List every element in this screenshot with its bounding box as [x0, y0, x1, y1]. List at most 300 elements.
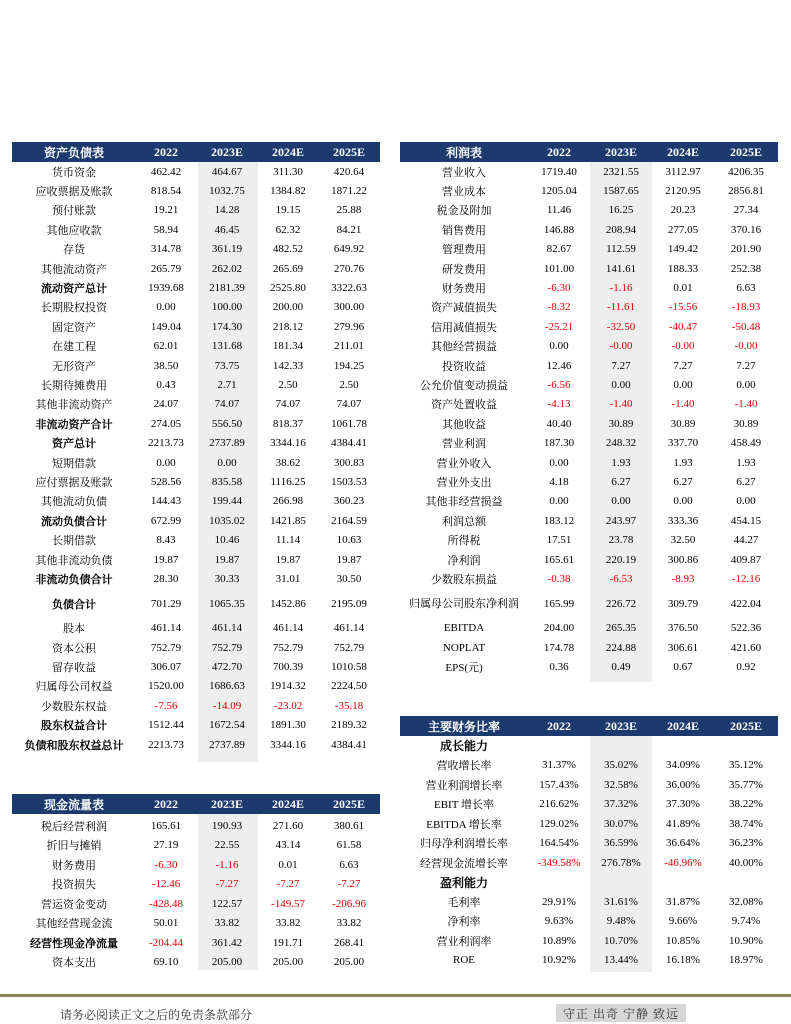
balance-sheet-value-cell: 144.43 — [150, 495, 182, 508]
cash-flow-value-cell: 22.55 — [214, 839, 240, 852]
ratios-value-cell: -46.96% — [664, 856, 702, 869]
disclaimer-text: 请务必阅读正文之后的免责条款部分 — [60, 1008, 253, 1022]
cash-flow-row-label: 折旧与摊销 — [46, 840, 102, 853]
income-statement-value-cell: 183.12 — [543, 514, 575, 527]
income-statement-value-cell: 2856.81 — [728, 185, 764, 198]
ratios-value-cell: 38.74% — [729, 817, 763, 830]
balance-sheet-header-cell: 2024E — [271, 144, 304, 159]
ratios-row — [400, 834, 778, 854]
balance-sheet-value-cell: 270.76 — [333, 262, 365, 275]
balance-sheet-value-cell: 265.69 — [272, 262, 304, 275]
balance-sheet-row-label: 无形资产 — [52, 360, 96, 373]
balance-sheet-row-label: 短期借款 — [52, 457, 96, 470]
ratios-row — [400, 892, 778, 912]
cash-flow-header-cell: 2025E — [332, 796, 365, 811]
income-statement-value-cell: 265.35 — [605, 622, 637, 635]
balance-sheet-value-cell: 1032.75 — [209, 185, 245, 198]
balance-sheet-value-cell: 1421.85 — [270, 514, 306, 527]
cash-flow-value-cell: 43.14 — [275, 839, 301, 852]
income-statement-header-cell: 利润表 — [445, 145, 482, 160]
balance-sheet-row — [12, 240, 380, 259]
balance-sheet-row-label: 长期借款 — [52, 535, 96, 548]
cash-flow-row-label: 营运资金变动 — [41, 898, 107, 911]
income-statement-row-label: 利润总额 — [442, 515, 486, 528]
income-statement-value-cell: 421.60 — [730, 641, 762, 654]
income-statement-value-cell: 112.59 — [606, 243, 636, 256]
balance-sheet-row-label: 流动资产总计 — [41, 283, 107, 296]
balance-sheet-value-cell: 10.63 — [336, 534, 362, 547]
balance-sheet-row-label: 长期股权投资 — [41, 302, 107, 315]
balance-sheet-value-cell: 1452.86 — [270, 597, 306, 610]
cash-flow-value-cell: -7.27 — [337, 878, 361, 891]
income-statement-row-label: 其他非经营损益 — [425, 496, 503, 509]
ratios-row-label: 归母净利润增长率 — [420, 838, 508, 851]
balance-sheet-value-cell: 1503.53 — [331, 475, 367, 488]
balance-sheet-value-cell: 360.23 — [333, 495, 365, 508]
balance-sheet-value-cell: 131.68 — [211, 340, 243, 353]
financial-ratios-table — [400, 716, 778, 976]
balance-sheet-row-label: 其他应收款 — [46, 224, 102, 237]
income-statement-value-cell: 44.27 — [733, 534, 759, 547]
cash-flow-value-cell: 165.61 — [150, 819, 182, 832]
balance-sheet-row — [12, 657, 380, 676]
balance-sheet-value-cell: 25.88 — [336, 204, 362, 217]
ratios-header-cell: 2025E — [729, 718, 762, 733]
ratios-row-label: 成长能力 — [439, 739, 488, 754]
income-statement-value-cell: -18.93 — [731, 301, 761, 314]
cash-flow-value-cell: 268.41 — [333, 936, 365, 949]
ratios-value-cell: 9.66% — [668, 915, 698, 928]
ratios-value-cell: 31.37% — [542, 759, 576, 772]
cash-flow-header-cell: 2023E — [210, 796, 243, 811]
income-statement-row — [400, 453, 778, 472]
income-statement-row — [400, 492, 778, 511]
cash-flow-value-cell: 361.42 — [211, 936, 243, 949]
ratios-value-cell: 36.59% — [604, 837, 638, 850]
balance-sheet-row-label: 负债合计 — [52, 598, 96, 611]
income-statement-row — [400, 278, 778, 297]
income-statement-row-label: 所得税 — [447, 535, 481, 548]
income-statement-value-cell: 101.00 — [543, 262, 575, 275]
income-statement-row-label: NOPLAT — [442, 641, 486, 654]
balance-sheet-row-label: 其他非流动资产 — [35, 399, 113, 412]
ratios-row-label: 营业利润率 — [436, 935, 492, 948]
cash-flow-value-cell: 61.58 — [336, 839, 362, 852]
income-statement-row-label: 公允价值变动损益 — [420, 379, 508, 392]
ratios-row — [400, 775, 778, 795]
balance-sheet-value-cell: 2224.50 — [331, 680, 367, 693]
balance-sheet-value-cell: 218.12 — [272, 320, 304, 333]
balance-sheet-value-cell: 1065.35 — [209, 597, 245, 610]
balance-sheet-row — [12, 453, 380, 472]
balance-sheet-value-cell: 300.00 — [333, 301, 365, 314]
income-statement-value-cell: -8.32 — [547, 301, 571, 314]
balance-sheet-value-cell: 752.79 — [333, 641, 365, 654]
balance-sheet-value-cell: 472.70 — [211, 661, 243, 674]
ratios-value-cell: 30.07% — [604, 817, 638, 830]
balance-sheet-value-cell: 1914.32 — [270, 680, 306, 693]
ratios-value-cell: 32.58% — [604, 778, 638, 791]
income-statement-value-cell: -6.30 — [547, 282, 571, 295]
cash-flow-row — [12, 855, 380, 875]
income-statement-value-cell: 12.46 — [546, 359, 572, 372]
balance-sheet-value-cell: 0.00 — [156, 301, 176, 314]
income-statement-row — [400, 375, 778, 394]
balance-sheet-value-cell: 62.01 — [153, 340, 179, 353]
income-statement-value-cell: 370.16 — [730, 223, 762, 236]
income-statement-row — [400, 201, 778, 220]
income-statement-row — [400, 220, 778, 239]
balance-sheet-row-label: 固定资产 — [52, 321, 96, 334]
income-statement-value-cell: 27.34 — [733, 204, 759, 217]
income-statement-value-cell: 141.61 — [605, 262, 637, 275]
balance-sheet-value-cell: 2737.89 — [209, 437, 245, 450]
income-statement-value-cell: -6.53 — [609, 572, 633, 585]
income-statement-value-cell: 6.27 — [673, 475, 693, 488]
balance-sheet-value-cell: 24.07 — [153, 398, 179, 411]
balance-sheet-value-cell: 100.00 — [211, 301, 243, 314]
income-statement-value-cell: -32.50 — [606, 320, 636, 333]
income-statement-value-cell: -6.56 — [547, 378, 571, 391]
income-statement-value-cell: 376.50 — [667, 622, 699, 635]
balance-sheet-row — [12, 638, 380, 657]
balance-sheet-value-cell: 818.37 — [272, 417, 304, 430]
income-statement-row-label: EPS(元) — [445, 662, 483, 675]
balance-sheet-value-cell: 142.33 — [272, 359, 304, 372]
ratios-header — [400, 716, 778, 736]
income-statement-value-cell: 0.00 — [673, 378, 693, 391]
balance-sheet-value-cell: 752.79 — [150, 641, 182, 654]
balance-sheet-value-cell: 2181.39 — [209, 282, 245, 295]
income-statement-row — [400, 181, 778, 200]
cash-flow-value-cell: -6.30 — [154, 858, 178, 871]
ratios-value-cell: 40.00% — [729, 856, 763, 869]
income-statement-value-cell: -0.38 — [547, 572, 571, 585]
income-statement-row — [400, 317, 778, 336]
balance-sheet-value-cell: 74.07 — [214, 398, 240, 411]
income-statement-row-label: 销售费用 — [442, 224, 486, 237]
income-statement-value-cell: 7.27 — [736, 359, 756, 372]
balance-sheet-value-cell: 1891.30 — [270, 719, 306, 732]
ratios-value-cell: 36.23% — [729, 837, 763, 850]
balance-sheet-row — [12, 569, 380, 588]
cash-flow-value-cell: 33.82 — [275, 917, 301, 930]
income-statement-row-label: 研发费用 — [442, 263, 486, 276]
balance-sheet-row — [12, 395, 380, 414]
balance-sheet-row — [12, 220, 380, 239]
income-statement-value-cell: 17.51 — [546, 534, 572, 547]
balance-sheet-header — [12, 142, 380, 162]
income-statement-value-cell: -40.47 — [668, 320, 698, 333]
balance-sheet-row-label: 应收票据及账款 — [35, 186, 113, 199]
balance-sheet-row-label: 货币资金 — [52, 166, 96, 179]
balance-sheet-value-cell: 1512.44 — [148, 719, 184, 732]
balance-sheet-row — [12, 492, 380, 511]
balance-sheet-value-cell: 211.01 — [334, 340, 364, 353]
income-statement-value-cell: 333.36 — [667, 514, 699, 527]
balance-sheet-table — [12, 142, 380, 762]
cash-flow-value-cell: 69.10 — [153, 956, 179, 969]
balance-sheet-value-cell: -23.02 — [273, 699, 303, 712]
ratios-value-cell: 10.85% — [666, 934, 700, 947]
ratios-value-cell: 9.63% — [544, 915, 574, 928]
cash-flow-row-label: 财务费用 — [52, 859, 96, 872]
cash-flow-header-cell: 2024E — [271, 796, 304, 811]
income-statement-row-label: 税金及附加 — [436, 205, 492, 218]
cash-flow-row-label: 其他经营现金流 — [35, 918, 113, 931]
ratios-row — [400, 951, 778, 971]
balance-sheet-value-cell: 1384.82 — [270, 185, 306, 198]
ratios-value-cell: 157.43% — [539, 778, 579, 791]
balance-sheet-value-cell: 200.00 — [272, 301, 304, 314]
income-statement-value-cell: 309.79 — [667, 597, 699, 610]
balance-sheet-value-cell: 8.43 — [156, 534, 176, 547]
balance-sheet-row — [12, 317, 380, 336]
ratios-value-cell: 31.61% — [604, 895, 638, 908]
income-statement-row-label: 资产减值损失 — [431, 302, 497, 315]
balance-sheet-row-label: 非流动负债合计 — [35, 573, 113, 586]
balance-sheet-value-cell: 0.00 — [217, 456, 237, 469]
balance-sheet-value-cell: 556.50 — [211, 417, 243, 430]
cash-flow-value-cell: -428.48 — [149, 897, 183, 910]
balance-sheet-value-cell: 1672.54 — [209, 719, 245, 732]
income-statement-value-cell: 0.00 — [611, 378, 631, 391]
balance-sheet-row — [12, 414, 380, 433]
balance-sheet-value-cell: 461.14 — [150, 622, 182, 635]
income-statement-row — [400, 162, 778, 181]
income-statement-header-cell: 2023E — [604, 144, 637, 159]
cash-flow-table — [12, 794, 380, 974]
income-statement-row-label: 投资收益 — [442, 360, 486, 373]
cash-flow-value-cell: 33.82 — [336, 917, 362, 930]
income-statement-value-cell: 2321.55 — [603, 165, 639, 178]
income-statement-row-label: 净利润 — [447, 554, 481, 567]
balance-sheet-value-cell: 818.54 — [150, 185, 182, 198]
balance-sheet-value-cell: 835.58 — [211, 475, 243, 488]
income-statement-row-label: 其他收益 — [442, 418, 486, 431]
balance-sheet-value-cell: 11.14 — [275, 534, 301, 547]
ratios-row — [400, 853, 778, 873]
balance-sheet-row-label: 股东权益合计 — [41, 720, 107, 733]
cash-flow-value-cell: -206.96 — [332, 897, 366, 910]
balance-sheet-row — [12, 735, 380, 754]
income-statement-value-cell: -4.13 — [547, 398, 571, 411]
income-statement-row — [400, 356, 778, 375]
cash-flow-header — [12, 794, 380, 814]
income-statement-value-cell: 149.42 — [667, 243, 699, 256]
balance-sheet-value-cell: 2.71 — [217, 378, 237, 391]
cash-flow-row — [12, 836, 380, 856]
ratios-value-cell: 13.44% — [604, 954, 638, 967]
balance-sheet-value-cell: 58.94 — [153, 223, 179, 236]
balance-sheet-value-cell: 30.33 — [214, 572, 240, 585]
cash-flow-row — [12, 894, 380, 914]
balance-sheet-value-cell: 311.30 — [273, 165, 303, 178]
balance-sheet-header-cell: 2022 — [154, 144, 178, 159]
ratios-value-cell: 31.87% — [666, 895, 700, 908]
balance-sheet-value-cell: 19.87 — [214, 553, 240, 566]
income-statement-value-cell: 2120.95 — [665, 185, 701, 198]
balance-sheet-row — [12, 619, 380, 638]
balance-sheet-value-cell: 74.07 — [275, 398, 301, 411]
income-statement-table — [400, 142, 778, 682]
balance-sheet-value-cell: 266.98 — [272, 495, 304, 508]
ratios-value-cell: 10.89% — [542, 934, 576, 947]
income-statement-value-cell: -1.40 — [609, 398, 633, 411]
income-statement-value-cell: 0.00 — [673, 495, 693, 508]
balance-sheet-value-cell: 1010.58 — [331, 661, 367, 674]
income-statement-value-cell: -0.00 — [609, 340, 633, 353]
income-statement-value-cell: 337.70 — [667, 437, 699, 450]
income-statement-value-cell: 1719.40 — [541, 165, 577, 178]
ratios-value-cell: 34.09% — [666, 759, 700, 772]
income-statement-row — [400, 511, 778, 530]
income-statement-header-cell: 2024E — [666, 144, 699, 159]
income-statement-row — [400, 657, 778, 676]
income-statement-row — [400, 550, 778, 569]
income-statement-value-cell: 0.49 — [611, 661, 631, 674]
ratios-row — [400, 912, 778, 932]
balance-sheet-value-cell: 19.87 — [275, 553, 301, 566]
income-statement-row — [400, 414, 778, 433]
balance-sheet-row — [12, 589, 380, 619]
balance-sheet-value-cell: 461.14 — [211, 622, 243, 635]
income-statement-row — [400, 472, 778, 491]
cash-flow-row — [12, 933, 380, 953]
balance-sheet-row — [12, 375, 380, 394]
balance-sheet-row — [12, 356, 380, 375]
balance-sheet-row — [12, 259, 380, 278]
ratios-header-cell: 2024E — [666, 718, 699, 733]
ratios-value-cell: -349.58% — [537, 856, 581, 869]
balance-sheet-row-label: 流动负债合计 — [41, 515, 107, 528]
cash-flow-value-cell: 6.63 — [339, 858, 359, 871]
cash-flow-header-cell: 2022 — [154, 796, 178, 811]
cash-flow-value-cell: 122.57 — [211, 897, 243, 910]
ratios-value-cell: 9.48% — [606, 915, 636, 928]
ratios-value-cell: 129.02% — [539, 817, 579, 830]
balance-sheet-value-cell: 194.25 — [333, 359, 365, 372]
income-statement-row — [400, 337, 778, 356]
income-statement-value-cell: 174.78 — [543, 641, 575, 654]
balance-sheet-value-cell: 482.52 — [272, 243, 304, 256]
balance-sheet-value-cell: 464.67 — [211, 165, 243, 178]
ratios-row-label: EBIT 增长率 — [434, 799, 494, 812]
balance-sheet-value-cell: 1520.00 — [148, 680, 184, 693]
balance-sheet-value-cell: 10.46 — [214, 534, 240, 547]
ratios-value-cell: 29.91% — [542, 895, 576, 908]
balance-sheet-row — [12, 278, 380, 297]
balance-sheet-value-cell: 700.39 — [272, 661, 304, 674]
balance-sheet-value-cell: 3344.16 — [270, 738, 306, 751]
ratios-row-label: 营收增长率 — [436, 760, 492, 773]
balance-sheet-value-cell: 2213.73 — [148, 437, 184, 450]
income-statement-value-cell: 0.00 — [736, 378, 756, 391]
cash-flow-row — [12, 914, 380, 934]
income-statement-value-cell: 0.00 — [611, 495, 631, 508]
cash-flow-value-cell: -7.27 — [215, 878, 239, 891]
slogan-badge: 守正 出奇 宁静 致远 — [556, 1004, 686, 1022]
ratios-row — [400, 795, 778, 815]
balance-sheet-value-cell: 74.07 — [336, 398, 362, 411]
income-statement-row-label: 少数股东损益 — [431, 573, 497, 586]
balance-sheet-value-cell: 461.14 — [333, 622, 365, 635]
balance-sheet-row — [12, 201, 380, 220]
ratios-value-cell: 164.54% — [539, 837, 579, 850]
income-statement-value-cell: 0.00 — [549, 340, 569, 353]
ratios-row — [400, 756, 778, 776]
balance-sheet-value-cell: 649.92 — [333, 243, 365, 256]
balance-sheet-value-cell: 306.07 — [150, 661, 182, 674]
income-statement-value-cell: 0.67 — [673, 661, 693, 674]
balance-sheet-row-label: 其他流动资产 — [41, 263, 107, 276]
income-statement-value-cell: 165.99 — [543, 597, 575, 610]
ratios-value-cell: 35.02% — [604, 759, 638, 772]
ratios-row-label: 净利率 — [447, 916, 481, 929]
income-statement-row — [400, 259, 778, 278]
ratios-row-label: 毛利率 — [447, 896, 481, 909]
balance-sheet-value-cell: 314.78 — [150, 243, 182, 256]
income-statement-value-cell: -1.40 — [734, 398, 758, 411]
balance-sheet-value-cell: 1939.68 — [148, 282, 184, 295]
income-statement-value-cell: 208.94 — [605, 223, 637, 236]
ratios-row — [400, 814, 778, 834]
income-statement-value-cell: 409.87 — [730, 553, 762, 566]
income-statement-row — [400, 433, 778, 452]
income-statement-row — [400, 395, 778, 414]
cash-flow-row — [12, 875, 380, 895]
ratios-row — [400, 931, 778, 951]
cash-flow-row — [12, 953, 380, 973]
balance-sheet-value-cell: 174.30 — [211, 320, 243, 333]
balance-sheet-row-label: 负债和股东权益总计 — [24, 739, 124, 752]
cash-flow-value-cell: -12.46 — [151, 878, 181, 891]
income-statement-value-cell: 204.00 — [543, 622, 575, 635]
balance-sheet-value-cell: 181.34 — [272, 340, 304, 353]
balance-sheet-value-cell: 1116.25 — [270, 475, 306, 488]
balance-sheet-value-cell: 3322.63 — [331, 282, 367, 295]
cash-flow-row-label: 经营性现金净流量 — [30, 937, 118, 950]
balance-sheet-value-cell: 2737.89 — [209, 738, 245, 751]
ratios-value-cell: 16.18% — [666, 954, 700, 967]
balance-sheet-value-cell: 1871.22 — [331, 185, 367, 198]
income-statement-value-cell: 187.30 — [543, 437, 575, 450]
income-statement-value-cell: -50.48 — [731, 320, 761, 333]
balance-sheet-value-cell: 528.56 — [150, 475, 182, 488]
balance-sheet-value-cell: 274.05 — [150, 417, 182, 430]
balance-sheet-value-cell: 2164.59 — [331, 514, 367, 527]
income-statement-header — [400, 142, 778, 162]
income-statement-value-cell: 3112.97 — [665, 165, 701, 178]
cash-flow-header-cell: 现金流量表 — [43, 797, 104, 812]
ratios-row-label: 营业利润增长率 — [425, 779, 503, 792]
ratios-value-cell: 32.08% — [729, 895, 763, 908]
income-statement-value-cell: 422.04 — [730, 597, 762, 610]
ratios-value-cell: 36.64% — [666, 837, 700, 850]
balance-sheet-value-cell: 2195.09 — [331, 597, 367, 610]
income-statement-value-cell: 252.38 — [730, 262, 762, 275]
ratios-value-cell: 41.89% — [666, 817, 700, 830]
income-statement-value-cell: 224.88 — [605, 641, 637, 654]
balance-sheet-header-cell: 资产负债表 — [43, 145, 104, 160]
income-statement-value-cell: 243.97 — [605, 514, 637, 527]
balance-sheet-value-cell: 461.14 — [272, 622, 304, 635]
balance-sheet-value-cell: 361.19 — [211, 243, 243, 256]
balance-sheet-value-cell: 2525.80 — [270, 282, 306, 295]
income-statement-header-cell: 2022 — [547, 144, 571, 159]
balance-sheet-value-cell: 14.28 — [214, 204, 240, 217]
income-statement-value-cell: 522.36 — [730, 622, 762, 635]
